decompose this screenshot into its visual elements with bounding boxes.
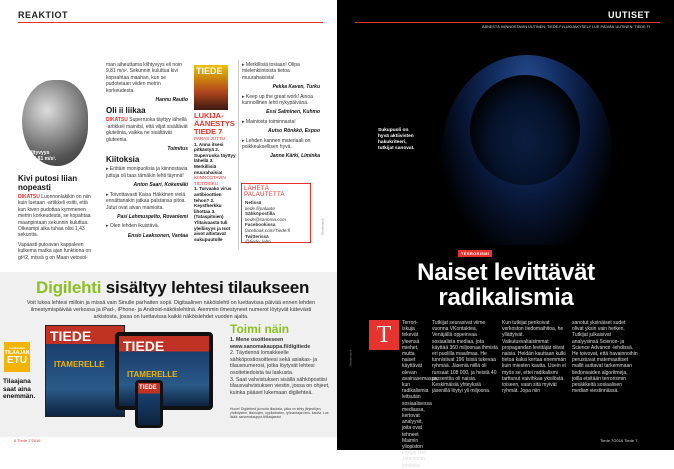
rock-caption: Kiiltyvyys on 9,81 m/s². <box>26 150 57 162</box>
ad-banner <box>36 278 309 298</box>
letter-body: Superruoka täyttyy lähellä -artikkeli mainitsi, että viljat sisältävät gluteiinia, vaikka ne sisältävät gluteenia. <box>106 117 188 143</box>
mag-headline: ITAMERELLE <box>54 360 105 369</box>
feedback-box <box>241 183 311 243</box>
letter-signature: Essi Salminen, Kuhmo <box>266 109 320 116</box>
letter-signature: Hannu Rautio <box>155 97 188 104</box>
banner-word: Digilehti <box>36 278 106 297</box>
letter-signature: Pekka Kaven, Turku <box>272 84 320 91</box>
letter-body: man aiheuttama kiihtyvyys eli noin 9,81 m/s². Sekunnin kuluttua kivi kopsahtaa maahan, kun se pudotetaan viiden metrin korkeudesta. <box>106 62 182 94</box>
letters-column-3 <box>242 62 320 163</box>
article-title <box>366 260 646 310</box>
letter-body: ▸ Toivottavasti Kaisa Häkkinen vielä ennättanakin jatkaa palstansa pitoa. Jutut ovat aivan mainioita. <box>106 191 186 211</box>
badge-line: TILAAJAN <box>4 350 30 356</box>
badge-line: ETU <box>7 355 27 366</box>
column-divider <box>238 60 239 250</box>
howto-title: Toimi näin <box>230 322 290 336</box>
howto-step: 3. Saat vahvistuksen sisällä sähköpostiisi tilausvahvistuksen viestin, jossa on ohjeet, kuinka pääset lukemaan digilehteä. <box>230 376 330 396</box>
page-footer: Tiede 7/2016 Tiede 7 <box>600 438 638 443</box>
cover-title: TIEDE <box>196 66 223 76</box>
badge-line: Kuukauden <box>8 346 26 350</box>
feedback-label: Netissä <box>245 200 262 205</box>
letter-body: ▸ Keep up the great work! Ainoa kunnollinen lehti nykypäivänä. <box>242 93 313 107</box>
section-title: UUTISET <box>607 10 650 20</box>
feedback-label: Sähköpostilla <box>245 211 275 217</box>
mag-title: TIEDE <box>139 385 157 391</box>
hooded-figure-photo <box>442 55 612 240</box>
article-column-1: Terrori-iskuja tekevät yleensä miehet, mutta naiset käyttävät olevan avainasemassa, kun radikalismia leitsutan sosiaalisessa mediassa, kertovat analyysit, joita ovat tehneet Maimin yliopiston tutkijat Neil Johnsonin johdolla. <box>402 320 439 469</box>
page-footer: 6 Tiede 7/2016 <box>14 438 41 443</box>
ad-subtitle: Voit lukea lehtesi milloin ja missä vain Sinulle parhaiten sopii. Digitaalinen näköislehti on luettavissa päivää ennen lehden ilmestymispäivää verkossa ja iPad-, iPhone- ja Android-näköislehtinä. Aiemmin ilmestyneet numerot löytyvät kätevästi arkistosta, jossa on luettavissa kaikki näköislehdet vuoden ajalta. <box>26 300 316 320</box>
feedback-link[interactable]: @tiede_lehti <box>245 239 271 245</box>
letter-body: Vapaasti putoavan kappaleen kulkema matka ajan funktiona on gt²/2, missä g on Maan vetovoi- <box>18 241 92 261</box>
magazine-large <box>45 325 125 417</box>
mag-headline: ITAMERELLE <box>127 370 178 379</box>
title-line: radikalismia <box>438 284 574 311</box>
howto-step: 2. Täydennä lomakkeelle sähköpostiosoitteesi sekä asiakas- ja tilausnumerosi, jotka löytyvät lehtesi osoitetiedoista tai laskusta. <box>230 350 318 376</box>
letter-body: ▸ Olen lehden ikuistävä. <box>106 223 160 230</box>
tablet-mockup <box>115 332 213 410</box>
howto-steps <box>230 337 330 396</box>
face-shadow <box>470 75 580 185</box>
letter-heading: Kivi putosi liian nopeasti <box>18 174 78 192</box>
letter-signature: Ensio Laaksonen, Vantaa <box>127 232 188 239</box>
mag-title: TIEDE <box>50 328 92 344</box>
feedback-label: Twitterissä <box>245 233 269 239</box>
banner-rest: sisältyy lehtesi tilaukseen <box>105 278 310 297</box>
letter-signature: Pasi Lehmuspelto, Rovaniemi <box>117 213 188 220</box>
letter-body: Luonnonlakikin on niin kuin luetaan -artikkeli esitti, että kun kiven pudottaa kymmenen metrin korkeudesta, se kopahtaa maanpintaan sekunnin kuluttua. Oikeampi aika tuhaa olisi 1,43 sekuntia. <box>18 194 91 239</box>
poll-title: LUKIJA-ÄÄNESTYS TIEDE 7 <box>194 111 235 136</box>
feedback-title: LÄHETÄ PALAUTETTA <box>244 186 285 198</box>
poll-subtitle: PARAS JUTTU <box>194 136 226 141</box>
letters-column-2 <box>106 62 188 242</box>
letter-body: ▸ Mainiosta toiminnasta! <box>242 118 296 125</box>
article-column-2: Tutkijat seurasivat viime vuonna VKontaktea, Venäjällä oppeinvaa sosiaalista mediaa, jota käyttää 360 miljoonaa ihmistä eri puolilla maailmaa. He tunnistivat 196 Isisiä tukevaa ryhmää. Jäseniä niillä oli runsaat 108 000, ja heistä 40 prosenttia oli naisia. Keskimäisiä yhteyksiä jäsenillä löytyi yli miljoona. <box>432 320 498 395</box>
article-column-4: sanotut yksinäiset sudet olivat yksin vain hetken. Tutkijat julkaisivat analyysinsä Science- ja Science Advance -lehdissä. He toivovat, että havainnoihin perustuvat matemaattiset mallit auttavat tarkemmaan tiedonsaiden algoritmeja, joilla etsitään terrorismin pesäkkeitä sosiaalisen median viestinnässä. <box>572 320 638 395</box>
mag-title: TIEDE <box>123 338 165 354</box>
poll-subtitle: KIINNOSTAVIN TIETOISKU <box>194 175 226 186</box>
section-subtitle: ÄÄNESTÄ KIINNOSTAVIN UUTINEN: TIEDE.FI/LUKIJAKYSELY LUE PÄIVÄN UUTINEN: TIEDE.FI <box>482 25 650 29</box>
tag-text: DIKATSU <box>18 194 40 200</box>
tag-text: DIKATSU <box>106 117 128 124</box>
letter-signature: Autso Rönkkö, Espoo <box>268 128 320 135</box>
poll-items: 1. Anna itsesi pitkästyä 2. Superruoka täyttyy lähellä 3. Merkillisiä muurahaisia! <box>194 141 236 175</box>
howto-note: Huom! Digilehteä ja muita tilauksia, jotka on tehty järjestöjen, yhdistysten, tilaimojen, oppilaitosten, työnantajan tms. kautta. Lue lisää: sanomakauppa.fi/tilaajaedut <box>230 407 329 420</box>
photo-credit: Shutterstock <box>320 218 325 236</box>
drop-cap: T <box>369 320 399 350</box>
title-line: Naiset levittävät <box>417 259 595 286</box>
left-page <box>0 0 337 450</box>
letter-signature: Toimitus <box>167 146 188 153</box>
letter-signature: Janne Kärki, Liminka <box>269 153 320 160</box>
subscriber-badge <box>4 342 30 372</box>
feedback-link[interactable]: tiede.fi/palaute <box>245 205 275 211</box>
article-column-3: Kun tutkijat penkoivat verkoston tiedomaihitoa, he yllättyivät. Vaikutusvaltaisimmat propagandan levittäjät olivat naisia. Heidän kauttaan kulki tietoa kaksi kertaa enemmän kuin miesten kautta. Usein ei myös se, ettei radikalismi tarttunut vaivihkaa yksilöstä toiseen, vaan sitä myivät ryhmät. Jopa niin <box>502 320 566 395</box>
feedback-link[interactable]: tiede@sanoma.com <box>245 216 286 222</box>
letter-signature: Anton Saari, Kokemäki <box>133 182 188 189</box>
feedback-label: Facebookissa <box>245 222 276 228</box>
photo-caption: Sukupuoli on hyvä aktiivisten hakukriteeri, tutkijat sanovat. <box>378 128 415 151</box>
howto-step: 1. Mene osoitteeseen www.sanomakauppa.fi/digitiede <box>230 337 311 350</box>
subscriber-slogan: Tilaajana saat aina enemmän. <box>3 378 36 400</box>
letter-heading: Kiitoksia <box>106 155 140 165</box>
article-tag: TERRORISMI <box>458 250 492 257</box>
phone-mockup <box>135 380 163 428</box>
section-title: REAKTIOT <box>18 10 68 20</box>
reader-poll <box>194 112 236 242</box>
letters-column-1 <box>18 172 92 264</box>
section-rule <box>18 22 323 23</box>
poll-items: 1. Turvaako virus antibioottien tehon? 2. Keystherkku lihottaa 3. (Tataspitsien) Ylitaivaasta tuli yleiliisyys ja Isot aivot altistavat sukupuutolle <box>194 186 232 242</box>
section-rule <box>355 22 660 23</box>
letter-body: ▸ Erittäin monipuolisia ja kiinnostavia juttuja oli taas tämäkin lehti täynnä! <box>106 166 188 179</box>
letter-body: ▸ Merkillisiä tosiaan! Olipa mielenkiintoista tietoa muurahaisista! <box>242 62 300 81</box>
feedback-link[interactable]: facebook.com/Tiede.fi <box>245 227 290 233</box>
magazine-cover-thumb <box>194 65 228 110</box>
letter-body: ▸ Lehden kannen materiaali on poikkeuksellisen hyvä. <box>242 137 311 151</box>
letter-heading: Oli ii liikaa <box>106 106 146 116</box>
photo-credit: Shutterstock <box>348 349 353 367</box>
